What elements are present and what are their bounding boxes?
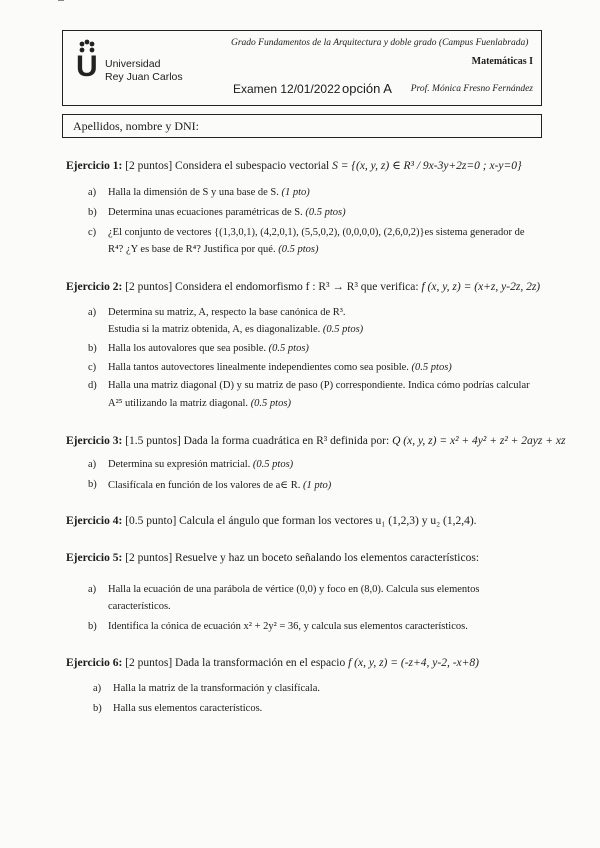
exercise-4-title: Ejercicio 4: [0.5 punto] Calcula el ángulo que forman los vectores u₁ (1,2,3) y u₂ (1,2,4). (66, 515, 477, 527)
professor-name: Prof. Mónica Fresno Fernández (410, 84, 533, 94)
subject-name: Matemáticas I (471, 56, 533, 67)
exercise-3-formula: Q (x, y, z) = x² + 4y² + z² + 2ayz + xz (392, 435, 566, 447)
exam-header (62, 30, 542, 106)
exercise-6-formula: f (x, y, z) = (-z+4, y-2, -x+8) (348, 657, 479, 669)
exercise-5-item-a-cont: característicos. (108, 601, 171, 612)
exercise-2-title: Ejercicio 2: [2 puntos] Considera el endomorfismo f : R³ → R³ que verifica: f (x, y, z) = (x+z, y-2z, 2z) (66, 281, 541, 293)
exercise-2-item-d-cont: A²⁵ utilizando la matriz diagonal. (0.5 ptos) (108, 398, 291, 409)
student-name-label: Apellidos, nombre y DNI: (73, 119, 199, 133)
university-name-line1: Universidad (105, 58, 161, 70)
university-logo (73, 39, 109, 83)
university-logo-icon (73, 39, 109, 83)
exam-option: opción A (342, 81, 392, 96)
exercise-2-item-a-cont: Estudia si la matriz obtenida, A, es diagonalizable. (0.5 ptos) (108, 324, 364, 335)
university-name (105, 58, 183, 84)
student-name-field[interactable] (62, 114, 542, 138)
exercise-1-item-c-cont: R⁴? ¿Y es base de R⁴? Justifica por qué. (0.5 ptos) (108, 244, 319, 255)
logo-letter: U (76, 50, 98, 83)
exercise-2-formula: f (x, y, z) = (x+z, y-2z, 2z) (421, 281, 541, 293)
exercise-6-title: Ejercicio 6: [2 puntos] Dada la transformación en el espacio f (x, y, z) = (-z+4, y-2, -x+8) (66, 657, 479, 669)
university-name-line2: Rey Juan Carlos (105, 71, 183, 83)
exercise-1-title: Ejercicio 1: [2 puntos] Considera el subespacio vectorial S = {(x, y, z) ∈ R³ / 9x-3y+2z=0 ; x-y=0} (66, 160, 522, 172)
exercise-5-title: Ejercicio 5: [2 puntos] Resuelve y haz un boceto señalando los elementos característicos: (66, 552, 480, 564)
course-name: Grado Fundamentos de la Arquitectura y doble grado (Campus Fuenlabrada) (231, 38, 529, 48)
exercise-1-formula: S = {(x, y, z) ∈ R³ / 9x-3y+2z=0 ; x-y=0} (332, 160, 522, 172)
scan-mark (58, 0, 64, 1)
exercise-3-title: Ejercicio 3: [1.5 puntos] Dada la forma cuadrática en R³ definida por: Q (x, y, z) = x² + 4y² + z² + 2ayz + xz (66, 435, 566, 447)
exam-date: Examen 12/01/2022 (233, 82, 341, 96)
